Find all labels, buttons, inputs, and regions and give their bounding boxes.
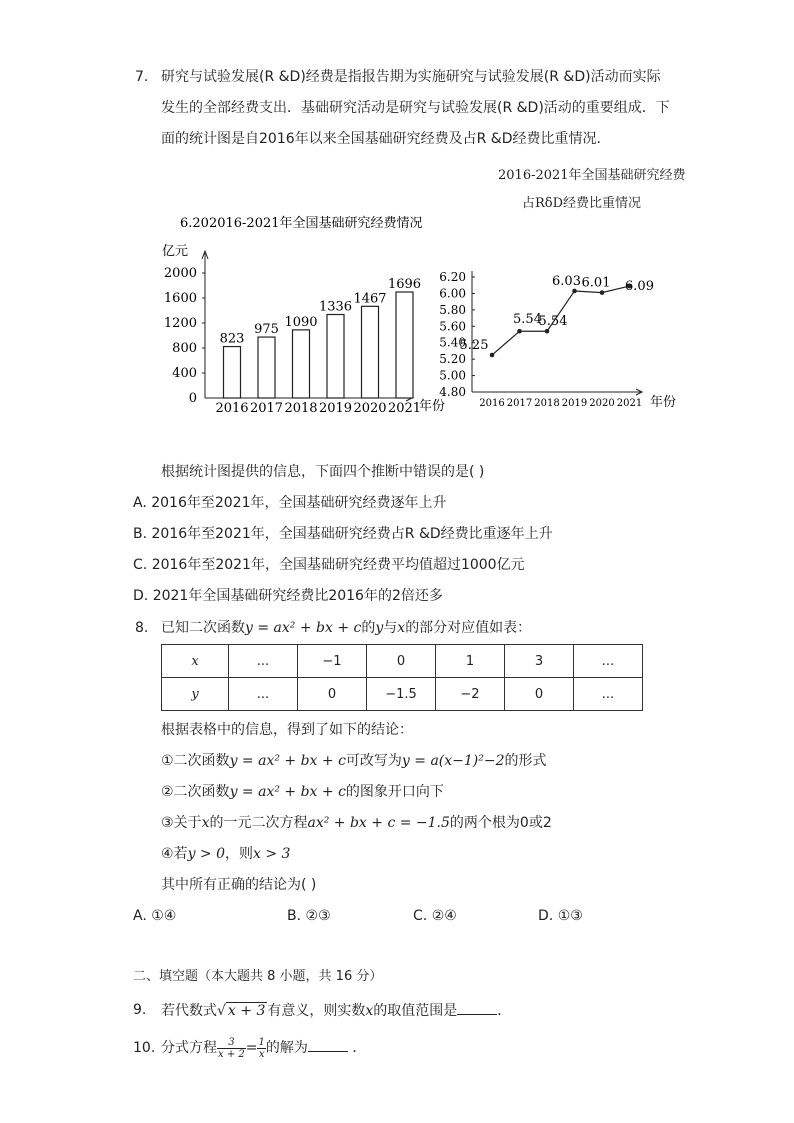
table-cell: 0 — [298, 678, 367, 711]
option-text: ①④ — [151, 908, 177, 924]
y-tick-label: 5.20 — [439, 352, 466, 367]
data-point — [572, 289, 577, 294]
q8-conclusion-1 — [161, 751, 547, 771]
table-cell: ... — [574, 645, 643, 678]
table-cell: −2 — [436, 678, 505, 711]
c1-pre: ①二次函数 — [161, 753, 230, 769]
q9-radicand: x + 3 — [227, 1003, 266, 1019]
x-tick-label: 2016 — [215, 401, 249, 416]
bar-data-label: 823 — [219, 331, 245, 347]
q9-number: 9. — [133, 1002, 147, 1018]
y-tick-label: 1600 — [163, 291, 197, 306]
y-tick-label: 0 — [188, 391, 197, 406]
table-cell: y — [162, 678, 229, 711]
bar-data-label: 1467 — [353, 291, 387, 307]
c4-mid: ，则 — [225, 846, 254, 862]
data-point — [545, 329, 550, 334]
c2-func: y = ax² + bx + c — [229, 784, 346, 800]
q9-end: ． — [497, 1003, 512, 1019]
x-tick-label: 2016 — [479, 398, 505, 409]
bar-data-label: 1090 — [284, 314, 318, 330]
q7-option-a — [133, 493, 447, 513]
y-tick-label: 400 — [172, 366, 197, 381]
q10-stem — [161, 1030, 366, 1066]
q10-pre: 分式方程 — [161, 1040, 217, 1056]
x-tick-label: 2020 — [589, 398, 615, 409]
q9-answer-blank[interactable] — [457, 1000, 497, 1015]
option-label: D. — [538, 908, 554, 924]
q7-stem-line2: 发生的全部经费支出．基础研究活动是研究与试验发展(R &D)活动的重要组成．下 — [161, 100, 670, 116]
c4-cond: y > 0 — [187, 846, 226, 862]
frac2-den: x — [258, 1048, 265, 1060]
c3-eq: ax² + bx + c = −1.5 — [307, 815, 450, 831]
table-cell: −1.5 — [367, 678, 436, 711]
q10-eq: = — [245, 1040, 258, 1056]
table-row-y — [162, 678, 643, 711]
line-chart-title-2: 占RδD经费比重情况 — [522, 196, 642, 211]
q8-stem-with: 与 — [383, 620, 398, 636]
q7-question: 根据统计图提供的信息，下面四个推断中错误的是( ) — [161, 464, 485, 480]
point-data-label: 6.09 — [625, 279, 654, 295]
c4-pre: ④若 — [161, 846, 188, 862]
q8-intro: 根据表格中的信息，得到了如下的结论： — [161, 722, 413, 738]
table-cell: −1 — [298, 645, 367, 678]
q7-number: 7. — [135, 69, 149, 85]
q8-option-c — [413, 906, 457, 926]
y-tick-label: 6.00 — [439, 286, 466, 301]
q10-fraction-2 — [257, 1037, 265, 1060]
x-axis-label: 年份 — [419, 399, 446, 414]
data-point — [517, 329, 522, 334]
table-cell: 1 — [436, 645, 505, 678]
line-chart — [430, 260, 690, 420]
frac1-den: x + 2 — [218, 1048, 245, 1060]
y-tick-label: 800 — [172, 341, 197, 356]
y-tick-label: 5.80 — [439, 302, 466, 317]
option-text: 2021年全国基础研究经费比2016年的2倍还多 — [152, 588, 443, 604]
option-text: ②④ — [431, 908, 457, 924]
q7-option-d — [133, 586, 443, 606]
q10-number: 10. — [133, 1040, 156, 1056]
table-cell: 0 — [505, 678, 574, 711]
frac1-num: 3 — [217, 1037, 246, 1049]
y-tick-label: 6.20 — [439, 270, 466, 284]
y-axis-label: 亿元 — [162, 244, 189, 259]
c4-res: x > 3 — [253, 846, 291, 862]
point-data-label: 6.01 — [581, 275, 611, 291]
bar-chart — [160, 205, 450, 420]
y-tick-label: 4.80 — [439, 385, 466, 399]
table-cell: x — [162, 645, 229, 678]
data-point — [490, 353, 495, 358]
x-tick-label: 2018 — [284, 401, 318, 416]
q8-stem-y: y — [375, 620, 384, 636]
q10-end: ． — [352, 1040, 367, 1056]
q9-stem — [161, 1000, 511, 1021]
c2-pre: ②二次函数 — [161, 784, 230, 800]
q8-option-a — [133, 906, 176, 926]
q8-stem-func: y = ax² + bx + c — [245, 620, 362, 636]
q10-answer-blank[interactable] — [308, 1037, 348, 1052]
point-data-label: 5.25 — [459, 338, 489, 354]
bar-data-label: 975 — [254, 322, 279, 338]
x-tick-label: 2018 — [534, 398, 560, 409]
c3-mid: 的一元二次方程 — [209, 815, 308, 831]
c1-func: y = ax² + bx + c — [229, 753, 346, 769]
option-label: B. — [133, 526, 148, 542]
q7-option-c — [133, 555, 525, 575]
option-label: A. — [133, 908, 147, 924]
c1-form: y = a(x−1)²−2 — [401, 753, 505, 769]
q8-number: 8. — [135, 620, 149, 636]
table-row-x — [162, 645, 643, 678]
q8-option-d — [538, 906, 583, 926]
option-label: D. — [133, 588, 149, 604]
c3-x: x — [201, 815, 210, 831]
table-cell: ... — [574, 678, 643, 711]
c2-post: 的图象开口向下 — [345, 784, 444, 800]
q8-stem-pre: 已知二次函数 — [161, 620, 245, 636]
c3-post: 的两个根为0或2 — [449, 815, 552, 831]
point-data-label: 5.54 — [513, 312, 542, 328]
q8-stem — [161, 618, 531, 638]
q8-stem-x: x — [397, 620, 406, 636]
bar-data-label: 1696 — [387, 277, 422, 292]
option-text: 2016年至2021年，全国基础研究经费占R &D经费比重逐年上升 — [151, 526, 553, 542]
point-data-label: 6.03 — [552, 273, 581, 289]
option-text: 2016年至2021年，全国基础研究经费逐年上升 — [151, 495, 447, 511]
table-cell: ... — [229, 678, 298, 711]
q9-pre: 若代数式 — [161, 1003, 217, 1019]
point-data-label: 5.54 — [538, 314, 568, 330]
bar — [396, 292, 413, 398]
bar — [258, 337, 275, 398]
y-tick-label: 5.40 — [439, 335, 466, 350]
x-tick-label: 2019 — [561, 398, 588, 409]
x-tick-label: 2019 — [318, 401, 353, 416]
q8-stem-mid: 的 — [361, 620, 376, 636]
option-label: C. — [413, 908, 428, 924]
bar-data-label: 1336 — [318, 299, 353, 315]
q9-mid: 有意义，则实数 — [267, 1003, 366, 1019]
q10-post: 的解为 — [265, 1040, 308, 1056]
q8-conclusion-3 — [161, 813, 552, 833]
table-cell: 0 — [367, 645, 436, 678]
x-tick-label: 2021 — [616, 398, 643, 409]
q8-stem-post: 的部分对应值如表： — [405, 620, 532, 636]
x-tick-label: 2017 — [506, 398, 533, 409]
c3-pre: ③关于 — [161, 815, 202, 831]
data-point — [600, 290, 605, 295]
q8-question: 其中所有正确的结论为( ) — [161, 877, 317, 893]
option-text: ①③ — [557, 908, 583, 924]
q7-stem-line1: 研究与试验发展(R &D)经费是指报告期为实施研究与试验发展(R &D)活动而实际 — [161, 69, 661, 85]
bar-chart-title: 6.202016-2021年全国基础研究经费情况 — [180, 216, 423, 231]
y-tick-label: 2000 — [163, 266, 197, 281]
bar — [224, 347, 241, 398]
bar — [362, 306, 379, 398]
q8-conclusion-2 — [161, 782, 444, 802]
c1-post: 的形式 — [504, 753, 547, 769]
value-table — [161, 644, 643, 711]
y-tick-label: 5.00 — [439, 368, 466, 383]
q9-post: 的取值范围是 — [373, 1003, 458, 1019]
q7-option-b — [133, 524, 553, 544]
q8-conclusion-4 — [161, 844, 290, 864]
bar — [293, 330, 310, 398]
q8-option-b — [287, 906, 331, 926]
option-text: ②③ — [305, 908, 331, 924]
q7-stem-line3: 面的统计图是自2016年以来全国基础研究经费及占R &D经费比重情况． — [161, 131, 611, 147]
frac2-num: 1 — [258, 1036, 265, 1048]
q10-fraction-1 — [217, 1037, 246, 1060]
option-label: A. — [133, 495, 147, 511]
line-chart-title-1: 2016-2021年全国基础研究经费 — [498, 168, 686, 183]
q9-var: x — [365, 1003, 374, 1019]
bar — [327, 315, 344, 399]
y-tick-label: 5.60 — [439, 319, 466, 334]
table-cell: 3 — [505, 645, 574, 678]
x-tick-label: 2021 — [387, 401, 422, 416]
option-text: 2016年至2021年，全国基础研究经费平均值超过1000亿元 — [151, 557, 525, 573]
x-tick-label: 2017 — [249, 401, 284, 416]
x-tick-label: 2020 — [353, 401, 387, 416]
sqrt-icon: √ — [217, 1003, 226, 1019]
table-cell: ... — [229, 645, 298, 678]
x-axis-label: 年份 — [650, 395, 677, 410]
option-label: B. — [287, 908, 302, 924]
c1-mid: 可改写为 — [345, 753, 402, 769]
section-2-title: 二、填空题（本大题共 8 小题，共 16 分） — [133, 969, 383, 984]
option-label: C. — [133, 557, 148, 573]
y-tick-label: 1200 — [163, 316, 197, 331]
